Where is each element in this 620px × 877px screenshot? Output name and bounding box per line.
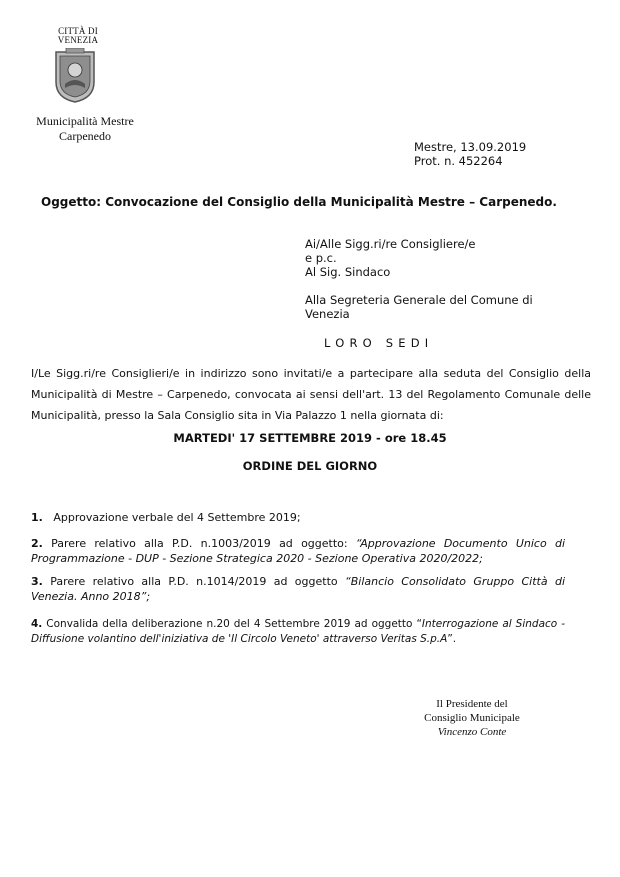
signature-title-line2: Consiglio Municipale <box>424 712 520 724</box>
agenda-item-text: Parere relativo alla P.D. n.1003/2019 ad oggetto: <box>51 537 356 550</box>
recipient-line: e p.c. <box>305 251 337 265</box>
recipient-line: Ai/Alle Sigg.ri/re Consigliere/e <box>305 237 476 251</box>
agenda-item-number: 4. <box>31 618 43 630</box>
agenda-title: ORDINE DEL GIORNO <box>242 459 378 473</box>
agenda-item <box>31 617 565 647</box>
agenda-item-quote: “Approvazione Documento Unico di Programmazione - DUP - Sezione Strategica 2020 - Sezione Operativa 2020/2022; <box>31 537 565 565</box>
agenda-item-text: Convalida della deliberazione n.20 del 4 Settembre 2019 ad oggetto “ <box>46 618 422 630</box>
signature-title-line1: Il Presidente del <box>436 698 508 710</box>
subject-line: Oggetto: Convocazione del Consiglio della Municipalità Mestre – Carpenedo. <box>41 195 557 209</box>
agenda-item-quote: Interrogazione al Sindaco - Diffusione volantino dell'iniziativa de 'Il Circolo Veneto' attraverso Veritas S.p.A <box>31 618 565 645</box>
agenda-item-number: 1. <box>31 511 43 524</box>
municipality-line2: Carpenedo <box>59 129 111 143</box>
letter-date: Mestre, 13.09.2019 <box>414 140 527 154</box>
recipient-line: Al Sig. Sindaco <box>305 265 391 279</box>
date-block <box>414 140 526 168</box>
agenda-item <box>31 510 565 525</box>
agenda-item <box>31 574 565 604</box>
recipients-block <box>305 237 575 321</box>
recipient-line: Alla Segreteria Generale del Comune di <box>305 293 533 307</box>
agenda-item-number: 2. <box>31 537 43 550</box>
recipient-line: Venezia <box>305 307 350 321</box>
agenda-item-text: Parere relativo alla P.D. n.1014/2019 ad oggetto <box>50 575 346 588</box>
logo-city-label <box>50 27 106 45</box>
agenda-item-quote: “Bilancio Consolidato Gruppo Città di Venezia. Anno 2018”; <box>31 575 566 603</box>
logo-city-line2: VENEZIA <box>57 35 99 45</box>
logo-city-line1: CITTÀ DI <box>58 26 98 36</box>
loro-sedi-label: LORO SEDI <box>324 336 434 350</box>
venezia-crest-icon <box>52 48 98 104</box>
intro-paragraph: I/Le Sigg.ri/re Consiglieri/e in indirizzo sono invitati/e a partecipare alla seduta del Consiglio della Municipalità di Mestre – Carpenedo, convocata ai sensi dell'art. 13 del Regolamento Comunale delle Municipalità, presso la Sala Consiglio sita in Via Palazzo 1 nella giornata di: <box>31 367 591 422</box>
agenda-item-text: Approvazione verbale del 4 Settembre 2019; <box>53 511 301 524</box>
signature-name: Vincenzo Conte <box>437 726 507 738</box>
meeting-datetime: MARTEDI' 17 SETTEMBRE 2019 - ore 18.45 <box>173 431 447 445</box>
agenda-item-number: 3. <box>31 575 43 588</box>
municipality-name <box>30 114 140 144</box>
agenda-item <box>31 536 565 566</box>
protocol-number: Prot. n. 452264 <box>414 154 503 168</box>
agenda-item-tail: ”. <box>447 633 457 645</box>
municipality-line1: Municipalità Mestre <box>36 114 134 128</box>
signature-block <box>412 697 532 739</box>
